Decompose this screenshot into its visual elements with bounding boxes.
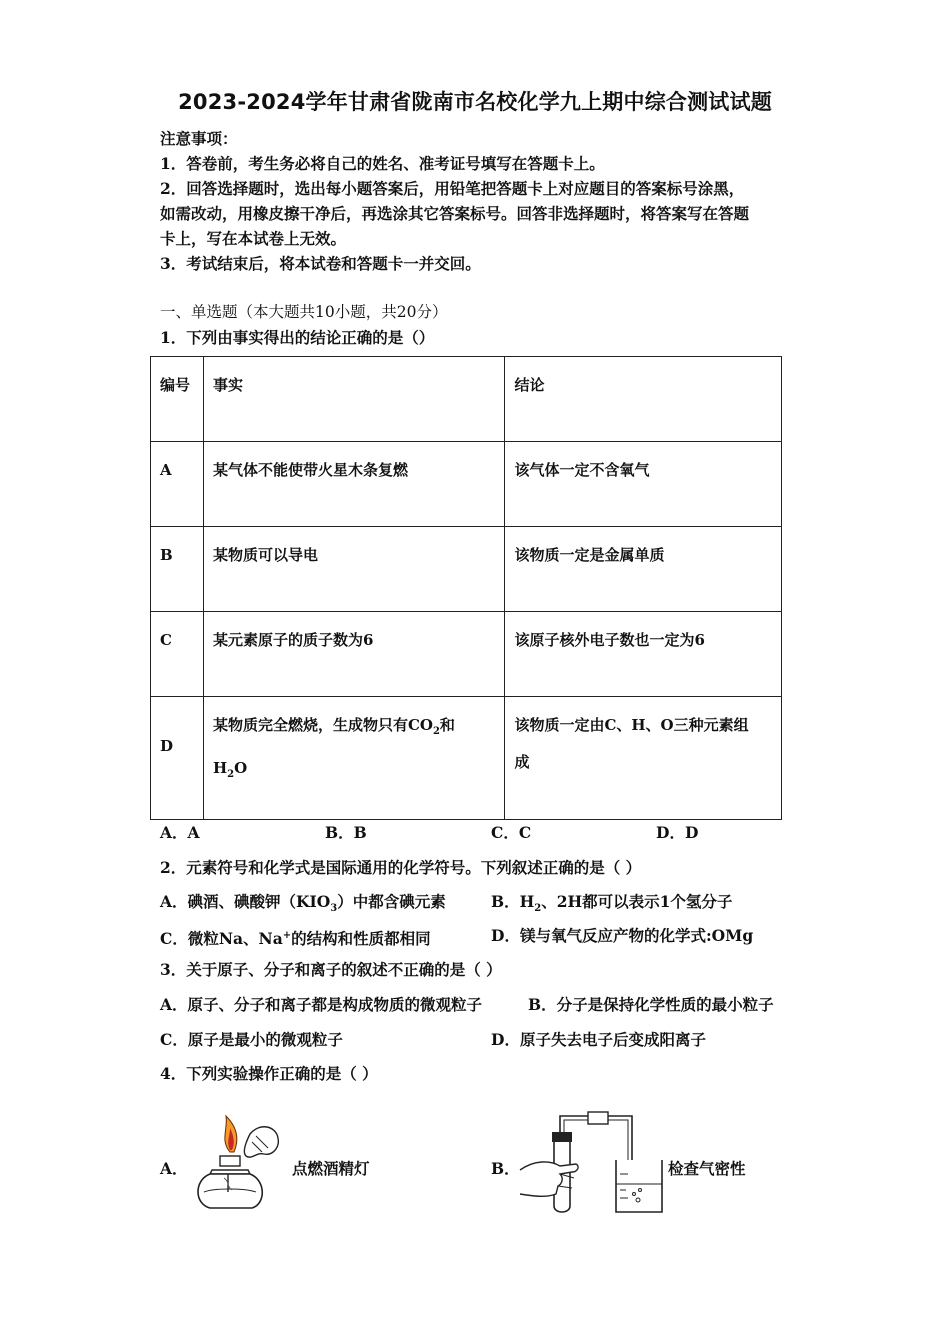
table-header-row [151,357,782,442]
option-a-label[interactable]: A． [160,1159,188,1178]
section-heading: 一、单选题（本大题共10小题，共20分） [160,303,448,321]
option-c[interactable]: C．原子是最小的微观粒子 [160,1030,343,1049]
option-d[interactable]: D．原子失去电子后变成阳离子 [491,1030,706,1049]
airtightness-check-figure [516,1104,666,1216]
question-stem: 4．下列实验操作正确的是（ ） [160,1064,378,1083]
option-c[interactable]: C．C [491,823,532,842]
table-row [151,612,782,697]
option-b-caption: 检查气密性 [668,1159,746,1178]
notice-item: 2．回答选择题时，选出每小题答案后，用铅笔把答题卡上对应题目的答案标号涂黑， [160,179,745,198]
option-d[interactable]: D．镁与氧气反应产物的化学式:OMg [491,926,754,945]
header-cell: 事实 [212,376,243,394]
notice-heading: 注意事项： [160,129,238,148]
question-stem: 3．关于原子、分子和离子的叙述不正确的是（ ） [160,960,502,979]
row-id: A [160,461,172,479]
option-b[interactable]: B．B [325,823,367,842]
table-row [151,697,782,820]
notice-item: 1．答卷前，考生务必将自己的姓名、准考证号填写在答题卡上。 [160,154,605,173]
row-conclusion: 该气体一定不含氧气 [514,461,650,479]
row-fact: 某物质可以导电 [212,546,318,564]
row-id: C [160,631,172,649]
row-conclusion: 该原子核外电子数也一定为6 [514,631,705,649]
row-fact: 某物质完全燃烧，生成物只有$CO_2$和 $H_2O$ [212,716,455,780]
row-conclusion: 该物质一定是金属单质 [514,546,665,564]
option-b[interactable]: B．分子是保持化学性质的最小粒子 [528,995,774,1014]
row-id: D [160,737,174,755]
option-d[interactable]: D．D [656,823,699,842]
option-b-label[interactable]: B． [491,1159,520,1178]
table-row [151,527,782,612]
notice-item: 卡上，写在本试卷上无效。 [160,229,347,248]
alcohol-lamp-figure [190,1108,290,1216]
notice-item: 3．考试结束后，将本试卷和答题卡一并交回。 [160,254,481,273]
row-conclusion: 该物质一定由C、H、O三种元素组 成 [514,716,749,771]
option-c[interactable]: C．微粒Na、Na+的结构和性质都相同 [160,929,431,949]
row-fact: 某元素原子的质子数为6 [212,631,374,649]
option-b[interactable]: B．$H_2$、2H都可以表示1个氢分子 [491,892,733,915]
row-fact: 某气体不能使带火星木条复燃 [212,461,408,479]
header-cell: 结论 [514,376,545,394]
table-row [151,442,782,527]
option-a[interactable]: A．碘酒、碘酸钾$(KIO_3)$中都含碘元素 [160,892,446,915]
option-a[interactable]: A．A [160,823,200,842]
option-a-caption: 点燃酒精灯 [292,1159,370,1178]
question-stem: 2．元素符号和化学式是国际通用的化学符号。下列叙述正确的是（ ） [160,858,642,877]
header-cell: 编号 [160,376,191,394]
notice-item: 如需改动，用橡皮擦干净后，再选涂其它答案标号。回答非选择题时，将答案写在答题 [160,204,750,223]
row-id: B [160,546,173,564]
question-stem: 1．下列由事实得出的结论正确的是（） [160,328,435,347]
option-a[interactable]: A．原子、分子和离子都是构成物质的微观粒子 [160,995,483,1014]
page-title: 2023-2024学年甘肃省陇南市名校化学九上期中综合测试试题 [178,90,772,114]
q1-table [150,356,782,820]
